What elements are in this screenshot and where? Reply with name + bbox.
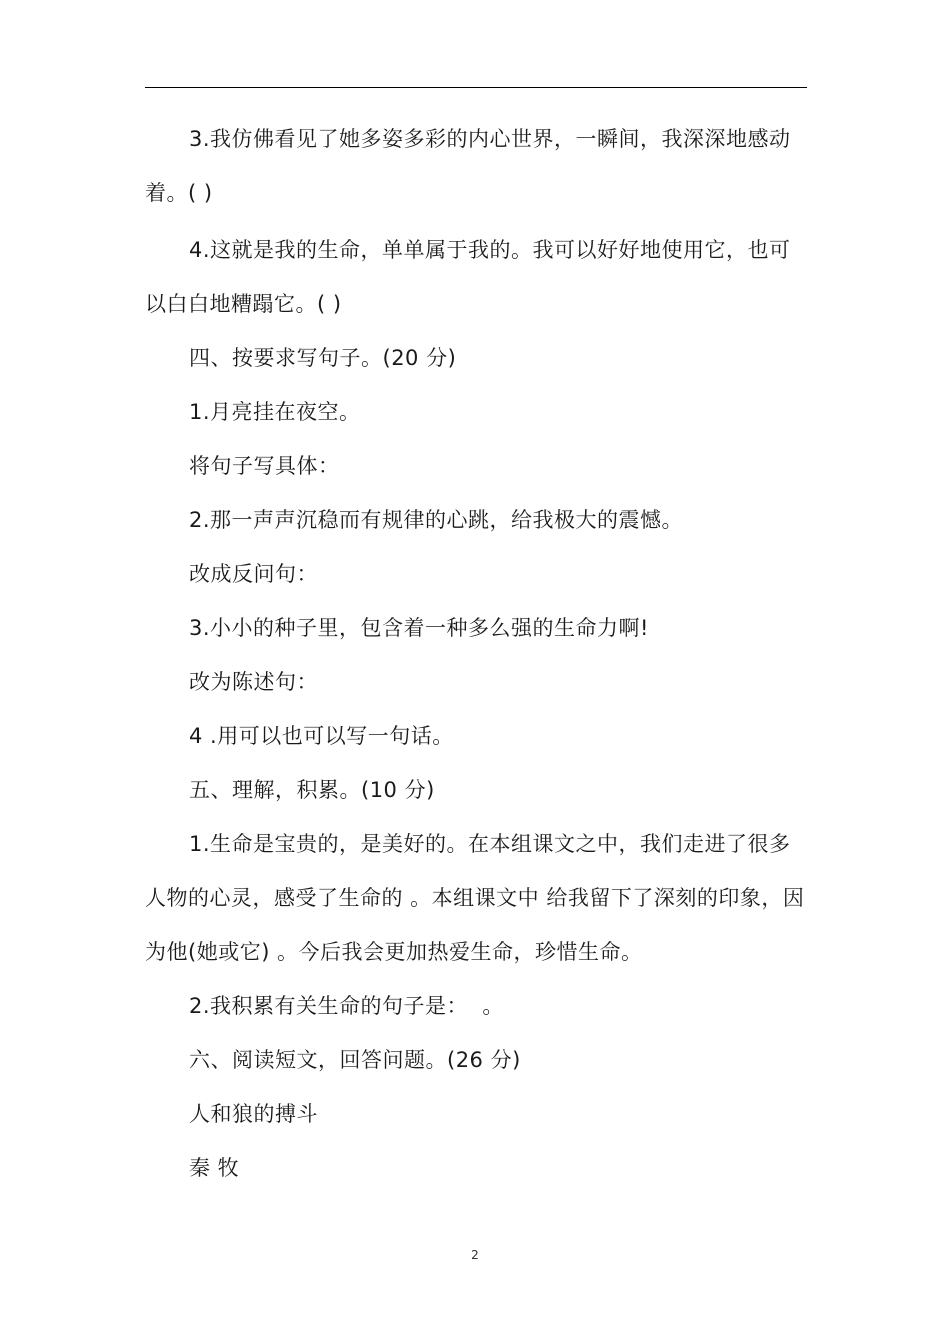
paragraph-q4-sentence: 4.这就是我的生命，单单属于我的。我可以好好地使用它，也可以白白地糟蹋它。( ) bbox=[145, 238, 791, 316]
section-heading-four: 四、按要求写句子。(20 分) bbox=[189, 346, 457, 370]
section-heading-six: 六、阅读短文，回答问题。(26 分) bbox=[189, 1048, 521, 1072]
page-body bbox=[145, 112, 807, 1195]
page-number: 2 bbox=[471, 1248, 479, 1262]
paragraph-item-3: 3.小小的种子里，包含着一种多么强的生命力啊! bbox=[189, 616, 649, 640]
paragraph-accumulate: 2.我积累有关生命的句子是： 。 bbox=[189, 994, 504, 1018]
paragraph-life-question: 1.生命是宝贵的，是美好的。在本组课文之中，我们走进了很多人物的心灵，感受了生命的 。本组课文中 给我留下了深刻的印象，因为他(她或它) 。今后我会更加热爱生命，珍惜生命。 bbox=[145, 832, 805, 964]
article-title: 人和狼的搏斗 bbox=[189, 1102, 318, 1126]
paragraph-instruction-2: 改成反问句： bbox=[189, 562, 318, 586]
article-author: 秦 牧 bbox=[189, 1156, 240, 1180]
paragraph-item-1: 1.月亮挂在夜空。 bbox=[189, 400, 361, 424]
paragraph-q3-sentence: 3.我仿佛看见了她多姿多彩的内心世界，一瞬间，我深深地感动着。( ) bbox=[145, 127, 791, 205]
paragraph-item-2: 2.那一声声沉稳而有规律的心跳，给我极大的震憾。 bbox=[189, 508, 684, 532]
header-rule bbox=[145, 87, 807, 88]
section-heading-five: 五、理解，积累。(10 分) bbox=[189, 778, 435, 802]
paragraph-instruction-3: 改为陈述句： bbox=[189, 670, 318, 694]
paragraph-item-4: 4 .用可以也可以写一句话。 bbox=[189, 724, 454, 748]
paragraph-instruction-1: 将句子写具体： bbox=[189, 454, 340, 478]
